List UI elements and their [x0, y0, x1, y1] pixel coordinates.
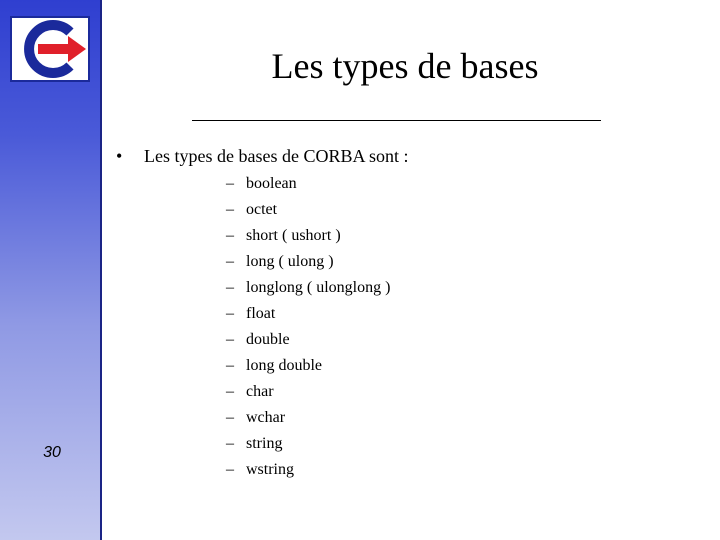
list-item — [226, 223, 390, 249]
list-item — [226, 431, 390, 457]
list-item-text: long double — [246, 357, 322, 374]
bullet-text: Les types de bases de CORBA sont : — [144, 146, 409, 166]
list-item — [226, 327, 390, 353]
list-item — [226, 275, 390, 301]
dash-marker: – — [226, 253, 234, 270]
list-item — [226, 457, 390, 483]
dash-marker: – — [226, 331, 234, 348]
bullet-marker: • — [116, 146, 123, 166]
list-item-text: char — [246, 383, 274, 400]
list-item-text: short ( ushort ) — [246, 227, 341, 244]
dash-marker: – — [226, 227, 234, 244]
list-item-text: wchar — [246, 409, 286, 426]
dash-marker: – — [226, 409, 234, 426]
list-item — [226, 249, 390, 275]
slide-title: Les types de bases — [271, 46, 539, 86]
dash-marker: – — [226, 357, 234, 374]
dash-marker: – — [226, 201, 234, 218]
logo-c-arrow-icon — [10, 16, 90, 82]
dash-marker: – — [226, 383, 234, 400]
list-item — [226, 301, 390, 327]
slide-number: 30 — [43, 444, 61, 461]
list-item-text: float — [246, 305, 276, 322]
title-divider — [192, 120, 601, 121]
list-item-text: boolean — [246, 175, 297, 192]
list-item — [226, 353, 390, 379]
dash-marker: – — [226, 305, 234, 322]
dash-marker: – — [226, 461, 234, 478]
list-item — [226, 171, 390, 197]
list-item — [226, 379, 390, 405]
list-item-text: double — [246, 331, 290, 348]
sidebar — [0, 0, 102, 540]
type-list — [226, 171, 390, 483]
list-item-text: longlong ( ulonglong ) — [246, 279, 391, 296]
list-item — [226, 405, 390, 431]
dash-marker: – — [226, 435, 234, 452]
list-item — [226, 197, 390, 223]
bullet-item — [116, 145, 408, 167]
list-item-text: string — [246, 435, 283, 452]
dash-marker: – — [226, 175, 234, 192]
list-item-text: wstring — [246, 461, 294, 478]
list-item-text: octet — [246, 201, 278, 218]
list-item-text: long ( ulong ) — [246, 253, 334, 270]
dash-marker: – — [226, 279, 234, 296]
